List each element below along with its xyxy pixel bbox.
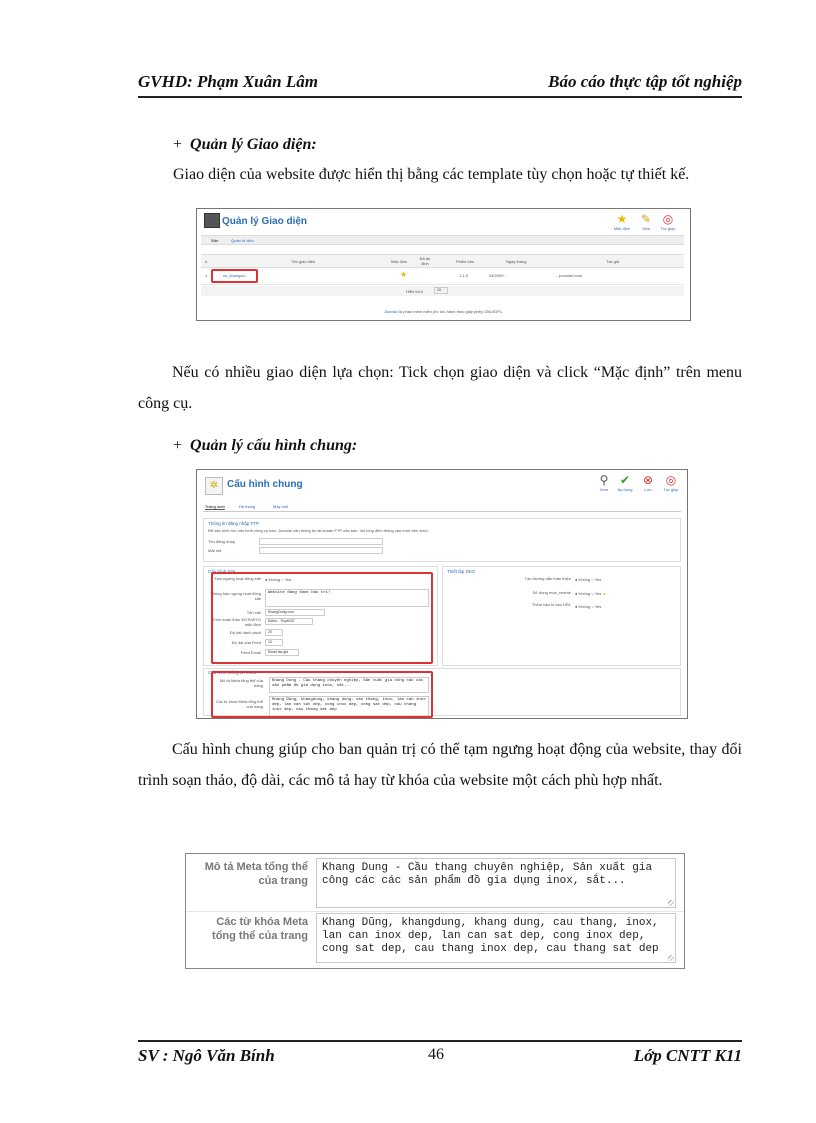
joomla-link[interactable]: Joomla! xyxy=(383,309,398,314)
sef-radio[interactable]: ● Không ○ Yes xyxy=(575,577,602,582)
tab-admin[interactable]: Quản trị viên xyxy=(231,238,254,243)
help-lifebuoy-icon: ◎ xyxy=(662,212,674,226)
help-lifebuoy-icon: ◎ xyxy=(665,473,677,487)
seo-fieldset: Thiết lập SEO xyxy=(442,566,681,666)
warning-icon: ▲ xyxy=(602,591,607,596)
site-name-input[interactable]: KhangDung.com xyxy=(265,609,325,616)
meta-keywords-textarea[interactable]: Khang Dũng, khangdung, khang dung, cau thang, inox, lan can inox dep, lan can sat dep, cong inox dep, cong sat dep, cau thang inox dep, cau thang sat dep xyxy=(269,696,429,717)
meta-fields-screenshot xyxy=(185,853,685,969)
footer-student: SV : Ngô Văn Bính xyxy=(138,1046,275,1065)
feed-email-select[interactable]: Email tác giả xyxy=(265,649,299,656)
config-icon: ✲ xyxy=(205,477,223,495)
view-icon: ⚲ xyxy=(599,473,609,487)
table-row[interactable]: 1 ns_khangdu... ★ 1.1.5 04/2009... ...joomlart.com xyxy=(201,267,684,285)
tab-site[interactable]: Trang web xyxy=(205,504,225,509)
meta-keywords-label: Các từ khóa Meta tổng thể của trang xyxy=(212,916,308,942)
page-footer xyxy=(138,1040,742,1070)
table-header: # Tên giao diện Mặc định Đã ấn định Phiên bản Ngày tháng Tác giả xyxy=(201,254,684,268)
footer-class: Lớp CNTT K11 xyxy=(633,1046,742,1065)
toolbar-apply-button[interactable]: ✔ Áp dụng xyxy=(617,473,633,492)
ftp-password-input[interactable] xyxy=(259,547,383,554)
offline-radio[interactable]: ● Không ○ Yes xyxy=(265,577,292,582)
save-icon: ⊗ xyxy=(642,473,654,487)
star-icon: ★ xyxy=(616,212,628,226)
meta-keywords-textarea[interactable]: Khang Dũng, khangdung, khang dung, cau thang, inox, lan can inox dep, lan can sat dep, cong inox dep, cong sat dep, cau thang inox dep, cau thang sat dep xyxy=(316,913,676,963)
toolbar-edit-button[interactable]: ✎ Sửa xyxy=(640,212,652,231)
meta-description-textarea[interactable]: Khang Dung - Cầu thang chuyên nghiệp, Sản xuất gia công các các sản phẩm đồ gia dụng inox, sắt... xyxy=(316,858,676,908)
section-title-text: Quản lý Giao diện: xyxy=(190,136,317,153)
page-header xyxy=(138,72,742,98)
meta-fieldset: Cấu hình thông tin Meta xyxy=(203,668,681,716)
check-icon: ✔ xyxy=(619,473,631,487)
highlight-box xyxy=(211,269,258,283)
tab-bar xyxy=(201,235,684,245)
config-tabs xyxy=(203,503,681,512)
section-title-interface xyxy=(173,136,317,154)
section1-text: Giao diện của website được hiển thị bằng các template tùy chọn hoặc tự thiết kế. xyxy=(173,166,690,183)
pagination: Hiển thị # 20 xyxy=(201,286,684,296)
template-name-link[interactable]: ns_khangdu... xyxy=(223,273,249,278)
fig1-footer: Joomla! là phần mềm miễn phí lưu hành theo giấy phép GNU/GPL. xyxy=(383,309,504,314)
fig1-title: Quản lý Giao diện xyxy=(222,216,308,227)
url-suffix-radio[interactable]: ● Không ○ Yes xyxy=(575,604,602,609)
global-config-screenshot: ✲ Cấu hình chung ⚲ Xem ✔ Áp dụng ⊗ Lưu ◎ Trợ giúp Trang web Hệ thống Máy chủ Thông tin đăng nhập FTP Để cấu hình lưu cấu hình công cụ bạn, Joomla! cần thông tin tài khoản FTP của bạn. Vui lòng điền thông vào form bên dưới. Tên đăng nhập Mật mã Cấu hình Site Tạm ngưng hoạt động site ● Không ○ Yes Thông báo ngưng hoạt động site Website đang được bảo trì! Tên site KhangDung.com Trình soạn thảo WYSIWYG mặc định Editor - TinyMCE Độ dài danh sách 20 Độ dài của Feed 10 Feed Email Email tác giả Thiết lập SEO Tạo đường dẫn thân thiện ● Không ○ Yes Sử dụng mod_rewrite ● Không ○ Yes ▲ Thêm hậu tố vào URL ● Không ○ Yes Cấu hình thông tin Meta Mô tả Meta tổng thể của trang Khang Dung - Cầu thang chuyên nghiệp, Sản xuất gia công các các sản phẩm đồ gia dụng inox, sắt... Các từ khóa Meta tổng thể của trang Khang Dũng, khangdung, khang dung, cau thang, inox, lan can inox dep, lan can sat dep, cong inox dep, cong sat dep, cau thang inox dep, cau thang sat dep xyxy=(196,469,688,719)
offline-message-textarea[interactable]: Website đang được bảo trì! xyxy=(265,589,429,607)
header-advisor: GVHD: Phạm Xuân Lâm xyxy=(138,72,318,91)
ftp-username-input[interactable] xyxy=(259,538,383,545)
feed-length-select[interactable]: 10 xyxy=(265,639,283,646)
mod-rewrite-radio[interactable]: ● Không ○ Yes ▲ xyxy=(575,591,607,596)
site-config-fieldset: Cấu hình Site xyxy=(203,566,438,666)
toolbar-save-button[interactable]: ⊗ Lưu xyxy=(642,473,654,492)
tab-site[interactable]: Site xyxy=(211,238,219,243)
list-length-select[interactable]: 20 xyxy=(265,629,283,636)
page-number: 46 xyxy=(428,1046,444,1063)
toolbar-help-button[interactable]: ◎ Trợ giúp xyxy=(660,212,676,231)
header-report-title: Báo cáo thực tập tốt nghiệp xyxy=(548,72,742,91)
meta-description-textarea[interactable]: Khang Dung - Cầu thang chuyên nghiệp, Sản xuất gia công các các sản phẩm đồ gia dụng inox, sắt... xyxy=(269,677,429,693)
toolbar-help-button[interactable]: ◎ Trợ giúp xyxy=(663,473,679,492)
ftp-fieldset: Thông tin đăng nhập FTP Để cấu hình lưu cấu hình công cụ bạn, Joomla! cần thông tin tài khoản FTP của bạn. Vui lòng điền thông vào form bên dưới. Tên đăng nhập Mật mã xyxy=(203,518,681,562)
paragraph-config-purpose: Cấu hình chung giúp cho ban quản trị có thể tạm ngưng hoạt động của website, thay đổi trình soạn thảo, độ dài, các mô tả hay từ khóa của website một cách phù hợp nhất. xyxy=(138,741,742,789)
pencil-icon: ✎ xyxy=(640,212,652,226)
meta-description-label: Mô tả Meta tổng thể của trang xyxy=(204,861,308,887)
template-manager-screenshot xyxy=(196,208,691,321)
bullet: + xyxy=(173,136,183,153)
section-title-config: + Quản lý cấu hình chung: xyxy=(173,437,358,454)
toolbar-default-button[interactable]: ★ Mặc định xyxy=(613,212,631,231)
display-count-select[interactable]: 20 xyxy=(434,287,448,294)
paragraph-default-template: Nếu có nhiều giao diện lựa chọn: Tick chọn giao diện và click “Mặc định” trên menu công cụ. xyxy=(138,364,742,412)
toolbar-view-button[interactable]: ⚲ Xem xyxy=(599,473,609,492)
highlight-site-config xyxy=(211,572,433,664)
template-icon xyxy=(204,213,220,228)
fig2-title: Cấu hình chung xyxy=(227,479,303,490)
tab-server[interactable]: Máy chủ xyxy=(273,504,289,509)
highlight-meta-config xyxy=(211,671,433,718)
default-star-icon: ★ xyxy=(400,270,408,279)
tab-system[interactable]: Hệ thống xyxy=(239,504,256,509)
editor-select[interactable]: Editor - TinyMCE xyxy=(265,618,313,625)
